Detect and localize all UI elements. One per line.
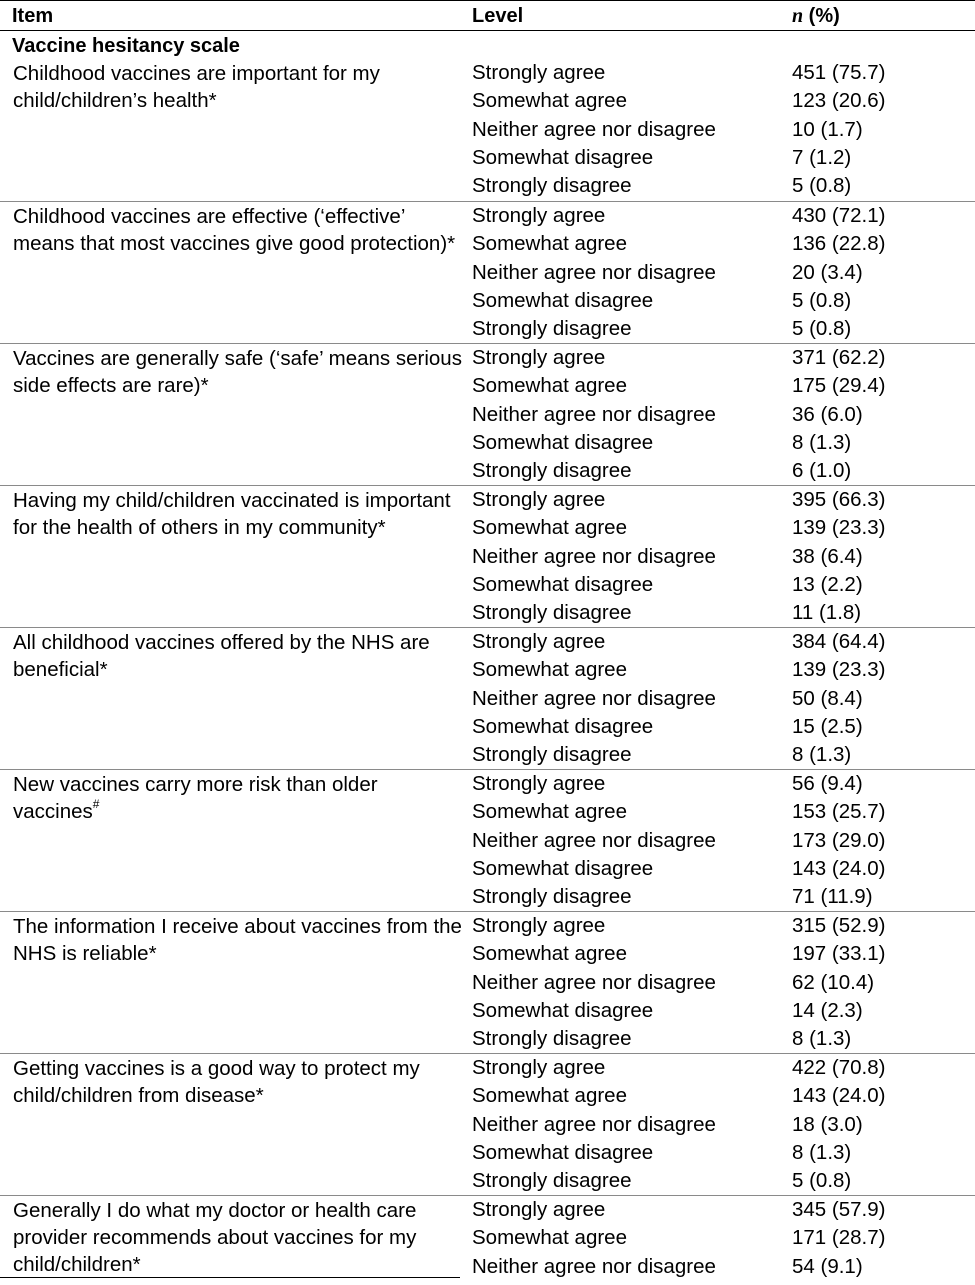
- table-row-group: [0, 201, 975, 343]
- value-cell: [792, 486, 885, 627]
- count-percent-value: 13 (2.2): [792, 572, 863, 596]
- level-label: Somewhat disagree: [472, 572, 654, 596]
- level-cell: [472, 344, 716, 485]
- level-label: Strongly disagree: [472, 1169, 632, 1193]
- item-text: Getting vaccines is a good way to protect my child/children from disease*: [13, 1057, 420, 1107]
- value-cell: [792, 912, 885, 1053]
- value-cell: [792, 344, 885, 485]
- level-label: Somewhat agree: [472, 232, 627, 256]
- count-percent-value: 5 (0.8): [792, 1169, 852, 1193]
- level-label: Somewhat disagree: [472, 1140, 654, 1164]
- item-cell: [13, 913, 463, 967]
- level-label: Neither agree nor disagree: [472, 1112, 716, 1136]
- count-percent-value: 315 (52.9): [792, 914, 886, 937]
- item-text: Childhood vaccines are effective (‘effective’ means that most vaccines give good protection)*: [13, 205, 456, 255]
- level-label: Strongly agree: [472, 1056, 606, 1079]
- level-cell: [472, 770, 716, 911]
- count-percent-value: 197 (33.1): [792, 942, 886, 966]
- level-cell: [472, 59, 716, 200]
- item-cell: [13, 1055, 463, 1109]
- count-percent-value: 18 (3.0): [792, 1112, 863, 1136]
- item-text: Generally I do what my doctor or health care provider recommends about vaccines for my child/children*: [13, 1199, 417, 1276]
- count-percent-value: 451 (75.7): [792, 61, 886, 84]
- item-text: Childhood vaccines are important for my child/children’s health*: [13, 62, 380, 112]
- item-text: All childhood vaccines offered by the NHS are beneficial*: [13, 631, 430, 681]
- count-percent-value: 175 (29.4): [792, 374, 886, 398]
- item-cell: [13, 345, 463, 399]
- count-percent-value: 153 (25.7): [792, 800, 886, 824]
- count-percent-value: 345 (57.9): [792, 1198, 886, 1221]
- item-text: The information I receive about vaccines from the NHS is reliable*: [13, 915, 462, 965]
- level-cell: [472, 202, 716, 343]
- level-cell: [472, 1196, 716, 1281]
- level-label: Neither agree nor disagree: [472, 686, 716, 710]
- table-row-group: [0, 1195, 975, 1285]
- count-percent-value: 136 (22.8): [792, 232, 886, 256]
- level-label: Neither agree nor disagree: [472, 402, 716, 426]
- count-percent-value: 8 (1.3): [792, 430, 852, 454]
- item-footnote-mark: #: [92, 797, 100, 811]
- level-label: Neither agree nor disagree: [472, 260, 716, 284]
- level-label: Somewhat disagree: [472, 856, 654, 880]
- level-label: Somewhat disagree: [472, 430, 654, 454]
- level-cell: [472, 486, 716, 627]
- value-cell: [792, 628, 885, 769]
- level-label: Somewhat agree: [472, 1226, 627, 1250]
- level-label: Strongly agree: [472, 772, 606, 795]
- header-level: Level: [472, 5, 524, 27]
- count-percent-value: 171 (28.7): [792, 1226, 886, 1250]
- count-percent-value: 422 (70.8): [792, 1056, 886, 1079]
- value-cell: [792, 202, 885, 343]
- count-percent-value: 5 (0.8): [792, 317, 852, 341]
- header-pct: (%): [803, 5, 840, 27]
- count-percent-value: 8 (1.3): [792, 1027, 852, 1051]
- header-item: Item: [12, 5, 54, 27]
- item-cell: [13, 771, 463, 825]
- item-cell: [13, 487, 463, 541]
- level-label: Strongly agree: [472, 204, 606, 227]
- header-n-percent: [792, 4, 840, 28]
- count-percent-value: 8 (1.3): [792, 1140, 852, 1164]
- level-label: Neither agree nor disagree: [472, 970, 716, 994]
- count-percent-value: 384 (64.4): [792, 630, 886, 653]
- level-label: Strongly disagree: [472, 317, 632, 341]
- level-label: Strongly disagree: [472, 743, 632, 767]
- level-label: Strongly agree: [472, 346, 606, 369]
- table-row-group: [0, 769, 975, 911]
- count-percent-value: 173 (29.0): [792, 828, 886, 852]
- level-label: Somewhat agree: [472, 1084, 627, 1108]
- item-cell: [13, 629, 463, 683]
- level-label: Strongly disagree: [472, 885, 632, 909]
- table-row-group: [0, 627, 975, 769]
- item-text: Vaccines are generally safe (‘safe’ means serious side effects are rare)*: [13, 347, 462, 397]
- count-percent-value: 56 (9.4): [792, 772, 863, 795]
- level-label: Strongly disagree: [472, 601, 632, 625]
- level-label: Neither agree nor disagree: [472, 828, 716, 852]
- level-cell: [472, 912, 716, 1053]
- table-body: [0, 59, 975, 1285]
- level-label: Strongly disagree: [472, 459, 632, 483]
- section-heading: Vaccine hesitancy scale: [12, 35, 240, 57]
- value-cell: [792, 770, 885, 911]
- item-text: New vaccines carry more risk than older vaccines: [13, 773, 378, 823]
- level-label: Strongly disagree: [472, 174, 632, 198]
- level-label: Somewhat agree: [472, 658, 627, 682]
- count-percent-value: 143 (24.0): [792, 856, 886, 880]
- level-label: Strongly agree: [472, 61, 606, 84]
- count-percent-value: 8 (1.3): [792, 743, 852, 767]
- count-percent-value: 50 (8.4): [792, 686, 863, 710]
- count-percent-value: 14 (2.3): [792, 998, 863, 1022]
- item-cell: [13, 60, 463, 114]
- count-percent-value: 36 (6.0): [792, 402, 863, 426]
- level-label: Somewhat agree: [472, 516, 627, 540]
- count-percent-value: 54 (9.1): [792, 1254, 863, 1278]
- level-label: Strongly disagree: [472, 1027, 632, 1051]
- level-label: Strongly agree: [472, 1198, 606, 1221]
- table-row-group: [0, 1053, 975, 1195]
- count-percent-value: 10 (1.7): [792, 117, 863, 141]
- count-percent-value: 139 (23.3): [792, 516, 886, 540]
- count-percent-value: 143 (24.0): [792, 1084, 886, 1108]
- level-label: Somewhat disagree: [472, 288, 654, 312]
- level-label: Somewhat disagree: [472, 145, 654, 169]
- level-cell: [472, 628, 716, 769]
- table-header-row: [0, 0, 975, 31]
- count-percent-value: 71 (11.9): [792, 885, 873, 909]
- table-row-group: [0, 911, 975, 1053]
- value-cell: [792, 59, 885, 200]
- count-percent-value: 430 (72.1): [792, 204, 886, 227]
- table-row-group: [0, 343, 975, 485]
- count-percent-value: 139 (23.3): [792, 658, 886, 682]
- level-label: Neither agree nor disagree: [472, 1254, 716, 1278]
- count-percent-value: 6 (1.0): [792, 459, 852, 483]
- count-percent-value: 20 (3.4): [792, 260, 863, 284]
- level-label: Somewhat agree: [472, 374, 627, 398]
- count-percent-value: 371 (62.2): [792, 346, 886, 369]
- level-label: Somewhat agree: [472, 89, 627, 113]
- table-row-group: [0, 485, 975, 627]
- count-percent-value: 395 (66.3): [792, 488, 886, 511]
- count-percent-value: 5 (0.8): [792, 174, 852, 198]
- level-label: Strongly agree: [472, 488, 606, 511]
- level-label: Strongly agree: [472, 914, 606, 937]
- level-cell: [472, 1054, 716, 1195]
- item-text: Having my child/children vaccinated is important for the health of others in my community*: [13, 489, 451, 539]
- level-label: Strongly agree: [472, 630, 606, 653]
- level-label: Somewhat disagree: [472, 998, 654, 1022]
- value-cell: [792, 1196, 885, 1281]
- count-percent-value: 38 (6.4): [792, 544, 863, 568]
- value-cell: [792, 1054, 885, 1195]
- count-percent-value: 11 (1.8): [792, 601, 862, 625]
- level-label: Neither agree nor disagree: [472, 544, 716, 568]
- table-row-group: [0, 59, 975, 201]
- item-cell: [13, 1197, 463, 1278]
- level-label: Somewhat agree: [472, 942, 627, 966]
- level-label: Somewhat disagree: [472, 714, 654, 738]
- level-label: Somewhat agree: [472, 800, 627, 824]
- item-cell: [13, 203, 463, 257]
- header-n: n: [792, 5, 804, 27]
- count-percent-value: 7 (1.2): [792, 145, 852, 169]
- count-percent-value: 123 (20.6): [792, 89, 886, 113]
- count-percent-value: 62 (10.4): [792, 970, 875, 994]
- count-percent-value: 15 (2.5): [792, 714, 863, 738]
- table-bottom-rule: [0, 1277, 460, 1278]
- level-label: Neither agree nor disagree: [472, 117, 716, 141]
- section-heading-row: [0, 31, 975, 59]
- count-percent-value: 5 (0.8): [792, 288, 852, 312]
